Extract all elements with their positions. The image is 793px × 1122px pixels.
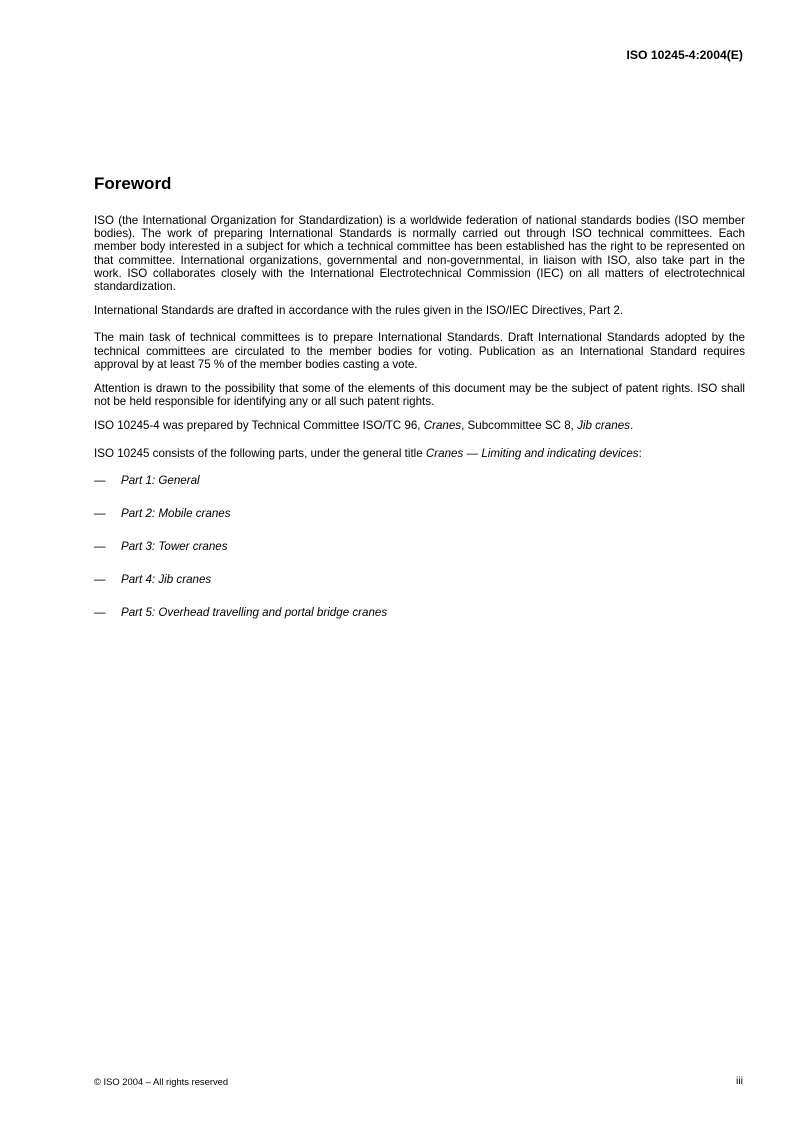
paragraph-patents: Attention is drawn to the possibility that some of the elements of this document may be the subject of patent rights. ISO shall not be held responsible for identifying any or all such patent rights.	[94, 382, 745, 409]
paragraph-prepared-by: ISO 10245-4 was prepared by Technical Committee ISO/TC 96, Cranes, Subcommittee SC 8, Jib cranes.	[94, 419, 634, 433]
document-id: ISO 10245-4:2004(E)	[626, 48, 743, 62]
paragraph-directives: International Standards are drafted in accordance with the rules given in the ISO/IEC Directives, Part 2.	[94, 304, 624, 318]
footer-copyright: © ISO 2004 – All rights reserved	[94, 1076, 229, 1087]
parts-list	[94, 474, 745, 639]
part-label: Part 4: Jib cranes	[121, 572, 212, 586]
paragraph-parts-intro: ISO 10245 consists of the following parts, under the general title Cranes — Limiting and indicating devices:	[94, 446, 642, 460]
part-label: Part 1: General	[121, 473, 200, 487]
em-dash: —	[94, 539, 106, 553]
em-dash: —	[94, 605, 106, 619]
part-label: Part 3: Tower cranes	[121, 539, 228, 553]
list-item	[94, 507, 745, 540]
foreword-content	[94, 174, 745, 639]
list-item	[94, 540, 745, 573]
em-dash: —	[94, 473, 106, 487]
list-item	[94, 474, 745, 507]
list-item	[94, 573, 745, 606]
page-number: iii	[736, 1075, 743, 1087]
page-title: Foreword	[94, 174, 172, 193]
part-label: Part 5: Overhead travelling and portal bridge cranes	[121, 605, 388, 619]
paragraph-committees: The main task of technical committees is to prepare International Standards. Draft International Standards adopted by the technical committees are circulated to the member bodies for voting. Publication as an International Standard requires approval by at least 75 % of the member bodies casting a vote.	[94, 331, 745, 371]
em-dash: —	[94, 506, 106, 520]
list-item	[94, 606, 745, 639]
part-label: Part 2: Mobile cranes	[121, 506, 231, 520]
paragraph-iso-intro: ISO (the International Organization for Standardization) is a worldwide federation of national standards bodies (ISO member bodies). The work of preparing International Standards is normally carried out through ISO technical committees. Each member body interested in a subject for which a technical committee has been established has the right to be represented on that committee. International organizations, governmental and non-governmental, in liaison with ISO, also take part in the work. ISO collaborates closely with the International Electrotechnical Commission (IEC) on all matters of electrotechnical standardization.	[94, 214, 745, 294]
em-dash: —	[94, 572, 106, 586]
